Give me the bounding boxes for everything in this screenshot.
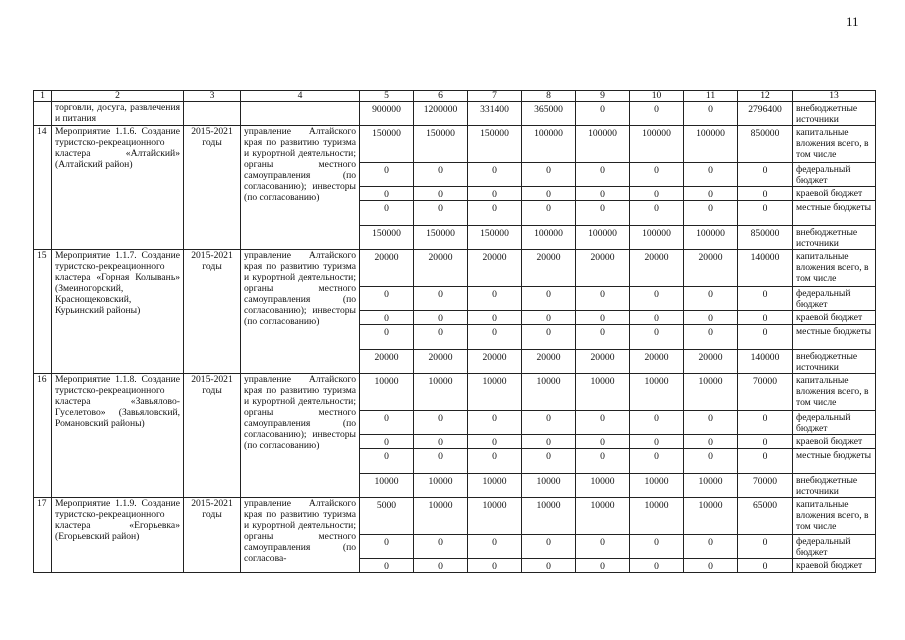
value-cell: 20000 xyxy=(360,250,414,287)
value-cell: 0 xyxy=(738,325,793,350)
value-cell: 140000 xyxy=(738,350,793,374)
value-cell: 0 xyxy=(576,163,630,187)
value-cell: 0 xyxy=(684,535,738,559)
funding-source-cell: краевой бюджет xyxy=(793,187,876,201)
value-cell: 2796400 xyxy=(738,102,793,126)
value-cell: 10000 xyxy=(414,374,468,411)
value-cell: 20000 xyxy=(684,250,738,287)
value-cell: 0 xyxy=(576,325,630,350)
page-number: 11 xyxy=(846,14,859,29)
value-cell: 20000 xyxy=(360,350,414,374)
value-cell: 10000 xyxy=(360,474,414,498)
responsible-cell: управление Алтайского края по развитию туризма и курортной деятельности; органы местного самоуправления (по согласованию); инвесторы (по согласованию) xyxy=(241,374,360,498)
row-number-cell: 16 xyxy=(34,374,52,498)
value-cell: 10000 xyxy=(468,374,522,411)
value-cell: 0 xyxy=(684,311,738,325)
value-cell: 150000 xyxy=(414,226,468,250)
value-cell: 100000 xyxy=(522,226,576,250)
value-cell: 0 xyxy=(738,287,793,311)
value-cell: 0 xyxy=(522,535,576,559)
budget-table-wrapper xyxy=(33,90,876,573)
value-cell: 0 xyxy=(414,559,468,573)
value-cell: 0 xyxy=(630,311,684,325)
value-cell: 10000 xyxy=(360,374,414,411)
value-cell: 20000 xyxy=(576,350,630,374)
value-cell: 0 xyxy=(522,311,576,325)
value-cell: 0 xyxy=(738,311,793,325)
funding-source-cell: внебюджетные источники xyxy=(793,474,876,498)
column-number-header: 9 xyxy=(576,91,630,102)
value-cell: 10000 xyxy=(684,374,738,411)
row-number-cell xyxy=(34,102,52,126)
table-body xyxy=(34,91,876,573)
column-number-header: 6 xyxy=(414,91,468,102)
value-cell: 0 xyxy=(576,287,630,311)
value-cell: 0 xyxy=(630,325,684,350)
value-cell: 0 xyxy=(414,163,468,187)
value-cell: 0 xyxy=(576,411,630,435)
value-cell: 20000 xyxy=(468,250,522,287)
value-cell: 20000 xyxy=(630,250,684,287)
value-cell: 0 xyxy=(684,287,738,311)
column-number-header: 4 xyxy=(241,91,360,102)
value-cell: 0 xyxy=(360,163,414,187)
value-cell: 0 xyxy=(360,535,414,559)
value-cell: 0 xyxy=(630,535,684,559)
value-cell: 10000 xyxy=(522,374,576,411)
value-cell: 0 xyxy=(576,187,630,201)
value-cell: 0 xyxy=(414,449,468,474)
value-cell: 0 xyxy=(738,163,793,187)
value-cell: 0 xyxy=(360,449,414,474)
years-cell: 2015-2021 годы xyxy=(184,374,241,498)
column-number-header: 5 xyxy=(360,91,414,102)
value-cell: 0 xyxy=(468,449,522,474)
value-cell: 20000 xyxy=(522,250,576,287)
value-cell: 100000 xyxy=(576,226,630,250)
value-cell: 10000 xyxy=(468,474,522,498)
measure-description: Мероприятие 1.1.7. Создание туристско-рекреационного кластера «Горная Колывань» (Змеиногорский, Краснощековский, Курьинский районы) xyxy=(52,250,184,374)
funding-source-cell: местные бюджеты xyxy=(793,201,876,226)
value-cell: 0 xyxy=(414,535,468,559)
value-cell: 0 xyxy=(576,449,630,474)
value-cell: 0 xyxy=(414,187,468,201)
budget-table xyxy=(33,90,876,573)
value-cell: 0 xyxy=(738,535,793,559)
value-cell: 150000 xyxy=(414,126,468,163)
value-cell: 0 xyxy=(684,435,738,449)
value-cell: 20000 xyxy=(414,350,468,374)
value-cell: 0 xyxy=(576,559,630,573)
value-cell: 0 xyxy=(468,187,522,201)
column-number-header: 3 xyxy=(184,91,241,102)
value-cell: 150000 xyxy=(468,226,522,250)
value-cell: 0 xyxy=(414,201,468,226)
table-row xyxy=(34,250,876,287)
row-number-cell: 15 xyxy=(34,250,52,374)
funding-source-cell: краевой бюджет xyxy=(793,435,876,449)
value-cell: 10000 xyxy=(522,474,576,498)
value-cell: 0 xyxy=(360,559,414,573)
value-cell: 850000 xyxy=(738,126,793,163)
row-number-cell: 14 xyxy=(34,126,52,250)
column-number-header: 7 xyxy=(468,91,522,102)
row-number-cell: 17 xyxy=(34,498,52,573)
value-cell: 5000 xyxy=(360,498,414,535)
column-number-header: 12 xyxy=(738,91,793,102)
value-cell: 331400 xyxy=(468,102,522,126)
value-cell: 0 xyxy=(738,435,793,449)
funding-source-cell: капитальные вложения всего, в том числе xyxy=(793,374,876,411)
value-cell: 0 xyxy=(630,287,684,311)
value-cell: 0 xyxy=(468,325,522,350)
value-cell: 100000 xyxy=(684,226,738,250)
value-cell: 10000 xyxy=(684,498,738,535)
value-cell: 100000 xyxy=(522,126,576,163)
value-cell: 0 xyxy=(576,201,630,226)
value-cell: 0 xyxy=(468,311,522,325)
column-number-header: 1 xyxy=(34,91,52,102)
value-cell: 0 xyxy=(522,163,576,187)
value-cell: 1200000 xyxy=(414,102,468,126)
value-cell: 0 xyxy=(522,187,576,201)
value-cell: 0 xyxy=(360,201,414,226)
measure-description: Мероприятие 1.1.6. Создание туристско-рекреационного кластера «Алтайский» (Алтайский район) xyxy=(52,126,184,250)
value-cell: 20000 xyxy=(468,350,522,374)
value-cell: 0 xyxy=(630,449,684,474)
column-number-header: 11 xyxy=(684,91,738,102)
value-cell: 100000 xyxy=(576,126,630,163)
value-cell: 0 xyxy=(522,287,576,311)
responsible-cell: управление Алтайского края по развитию туризма и курортной деятельности; органы местного самоуправления (по согласованию); инвесторы (по согласованию) xyxy=(241,250,360,374)
value-cell: 100000 xyxy=(630,126,684,163)
value-cell: 0 xyxy=(738,187,793,201)
value-cell: 0 xyxy=(360,311,414,325)
value-cell: 65000 xyxy=(738,498,793,535)
value-cell: 0 xyxy=(630,411,684,435)
value-cell: 0 xyxy=(684,163,738,187)
value-cell: 140000 xyxy=(738,250,793,287)
table-row xyxy=(34,374,876,411)
table-row xyxy=(34,102,876,126)
value-cell: 20000 xyxy=(414,250,468,287)
value-cell: 0 xyxy=(468,287,522,311)
value-cell: 0 xyxy=(468,559,522,573)
value-cell: 150000 xyxy=(360,126,414,163)
value-cell: 10000 xyxy=(630,474,684,498)
funding-source-cell: внебюджетные источники xyxy=(793,226,876,250)
value-cell: 0 xyxy=(414,411,468,435)
value-cell: 20000 xyxy=(630,350,684,374)
value-cell: 900000 xyxy=(360,102,414,126)
years-cell: 2015-2021 годы xyxy=(184,250,241,374)
value-cell: 0 xyxy=(522,201,576,226)
value-cell: 10000 xyxy=(522,498,576,535)
funding-source-cell: капитальные вложения всего, в том числе xyxy=(793,498,876,535)
value-cell: 150000 xyxy=(360,226,414,250)
value-cell: 10000 xyxy=(576,474,630,498)
value-cell: 0 xyxy=(414,435,468,449)
funding-source-cell: федеральный бюджет xyxy=(793,535,876,559)
value-cell: 10000 xyxy=(630,374,684,411)
value-cell: 0 xyxy=(414,311,468,325)
value-cell: 0 xyxy=(576,102,630,126)
value-cell: 0 xyxy=(522,325,576,350)
measure-description: Мероприятие 1.1.8. Создание туристско-рекреационного кластера «Завьялово-Гуселетово» (Завьяловский, Романовский районы) xyxy=(52,374,184,498)
value-cell: 0 xyxy=(684,411,738,435)
value-cell: 0 xyxy=(684,201,738,226)
value-cell: 0 xyxy=(468,201,522,226)
value-cell: 10000 xyxy=(630,498,684,535)
value-cell: 10000 xyxy=(576,498,630,535)
responsible-cell: управление Алтайского края по развитию туризма и курортной деятельности; органы местного самоуправления (по согласова- xyxy=(241,498,360,573)
responsible-cell xyxy=(241,102,360,126)
value-cell: 0 xyxy=(360,325,414,350)
value-cell: 0 xyxy=(468,163,522,187)
value-cell: 0 xyxy=(684,325,738,350)
value-cell: 0 xyxy=(630,163,684,187)
value-cell: 0 xyxy=(684,187,738,201)
funding-source-cell: федеральный бюджет xyxy=(793,411,876,435)
value-cell: 0 xyxy=(360,435,414,449)
value-cell: 0 xyxy=(576,435,630,449)
value-cell: 0 xyxy=(468,535,522,559)
value-cell: 0 xyxy=(684,102,738,126)
value-cell: 10000 xyxy=(414,498,468,535)
years-cell: 2015-2021 годы xyxy=(184,498,241,573)
value-cell: 850000 xyxy=(738,226,793,250)
table-row xyxy=(34,126,876,163)
value-cell: 0 xyxy=(414,287,468,311)
value-cell: 0 xyxy=(630,187,684,201)
value-cell: 10000 xyxy=(684,474,738,498)
value-cell: 0 xyxy=(738,411,793,435)
value-cell: 100000 xyxy=(684,126,738,163)
funding-source-cell: краевой бюджет xyxy=(793,559,876,573)
measure-description: Мероприятие 1.1.9. Создание туристско-рекреационного кластера «Егорьевка» (Егорьевский район) xyxy=(52,498,184,573)
value-cell: 0 xyxy=(522,411,576,435)
value-cell: 0 xyxy=(360,287,414,311)
value-cell: 0 xyxy=(684,559,738,573)
value-cell: 70000 xyxy=(738,374,793,411)
value-cell: 0 xyxy=(576,311,630,325)
value-cell: 0 xyxy=(738,201,793,226)
value-cell: 70000 xyxy=(738,474,793,498)
funding-source-cell: капитальные вложения всего, в том числе xyxy=(793,250,876,287)
funding-source-cell: капитальные вложения всего, в том числе xyxy=(793,126,876,163)
value-cell: 20000 xyxy=(522,350,576,374)
value-cell: 0 xyxy=(630,201,684,226)
value-cell: 0 xyxy=(576,535,630,559)
funding-source-cell: местные бюджеты xyxy=(793,325,876,350)
funding-source-cell: внебюджетные источники xyxy=(793,102,876,126)
column-number-header: 2 xyxy=(52,91,184,102)
value-cell: 0 xyxy=(738,449,793,474)
years-cell: 2015-2021 годы xyxy=(184,126,241,250)
value-cell: 0 xyxy=(360,187,414,201)
value-cell: 0 xyxy=(684,449,738,474)
measure-description: торговли, досуга, развлечения и питания xyxy=(52,102,184,126)
value-cell: 10000 xyxy=(468,498,522,535)
column-number-header: 10 xyxy=(630,91,684,102)
column-number-header: 8 xyxy=(522,91,576,102)
years-cell xyxy=(184,102,241,126)
funding-source-cell: внебюджетные источники xyxy=(793,350,876,374)
value-cell: 0 xyxy=(522,449,576,474)
column-number-row xyxy=(34,91,876,102)
value-cell: 0 xyxy=(522,435,576,449)
responsible-cell: управление Алтайского края по развитию туризма и курортной деятельности; органы местного самоуправления (по согласованию); инвесторы (по согласованию) xyxy=(241,126,360,250)
value-cell: 0 xyxy=(360,411,414,435)
funding-source-cell: федеральный бюджет xyxy=(793,163,876,187)
value-cell: 0 xyxy=(414,325,468,350)
value-cell: 0 xyxy=(630,435,684,449)
column-number-header: 13 xyxy=(793,91,876,102)
value-cell: 0 xyxy=(630,559,684,573)
table-row xyxy=(34,498,876,535)
value-cell: 0 xyxy=(468,435,522,449)
value-cell: 20000 xyxy=(684,350,738,374)
funding-source-cell: федеральный бюджет xyxy=(793,287,876,311)
value-cell: 0 xyxy=(630,102,684,126)
value-cell: 10000 xyxy=(576,374,630,411)
value-cell: 0 xyxy=(738,559,793,573)
value-cell: 10000 xyxy=(414,474,468,498)
funding-source-cell: краевой бюджет xyxy=(793,311,876,325)
value-cell: 100000 xyxy=(630,226,684,250)
value-cell: 0 xyxy=(522,559,576,573)
value-cell: 365000 xyxy=(522,102,576,126)
value-cell: 20000 xyxy=(576,250,630,287)
value-cell: 150000 xyxy=(468,126,522,163)
funding-source-cell: местные бюджеты xyxy=(793,449,876,474)
value-cell: 0 xyxy=(468,411,522,435)
